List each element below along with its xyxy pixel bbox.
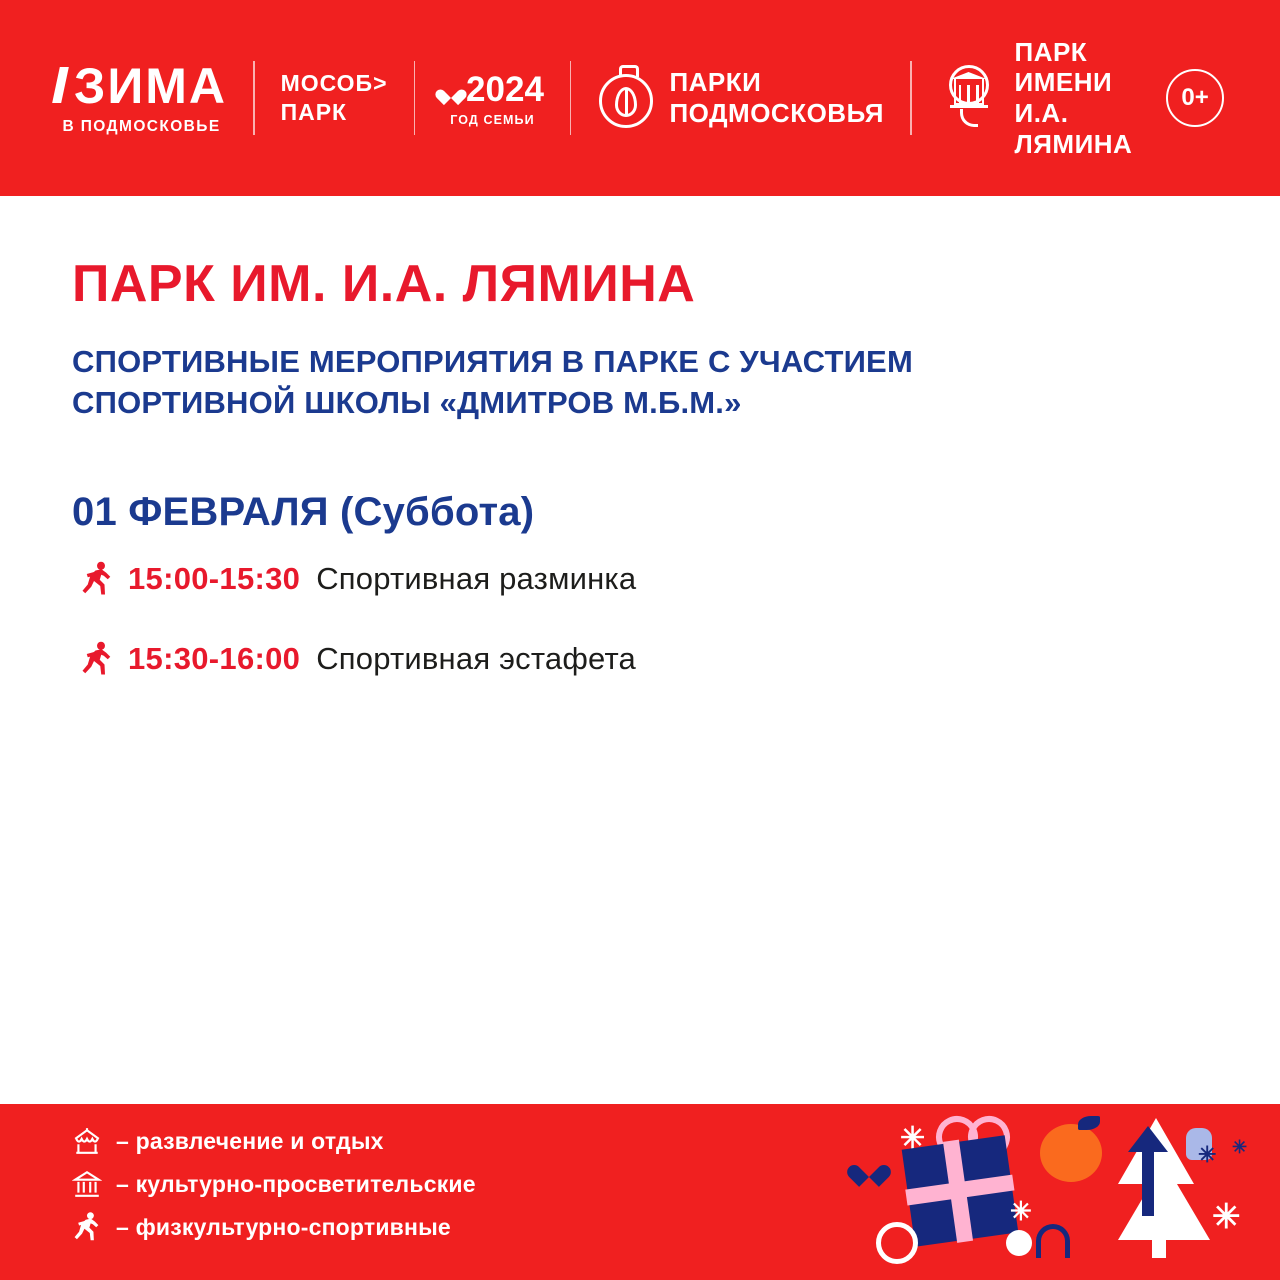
event-item [82, 641, 1208, 677]
logo-parki-text [669, 67, 884, 128]
logo-lyamin-text [1015, 37, 1167, 160]
chevron-right-icon: > [373, 70, 388, 97]
event-name: Спортивная разминка [316, 560, 637, 596]
brand-row [56, 0, 1224, 196]
age-rating-badge: 0+ [1166, 69, 1224, 127]
event-date: 01 ФЕВРАЛЯ (Суббота) [72, 489, 535, 534]
logo-zima-word: ЗИМА [56, 61, 227, 111]
runner-icon [72, 1212, 102, 1242]
runner-icon [82, 641, 112, 677]
fir-tree-trunk-icon [1152, 1232, 1166, 1258]
header-divider-2 [414, 61, 416, 135]
logo-mosobpark [281, 69, 388, 127]
logo-lyamin-line1: ПАРК ИМЕНИ [1014, 36, 1113, 98]
gift-icon [902, 1135, 1019, 1247]
carousel-icon [72, 1126, 102, 1156]
main-content [0, 196, 1280, 1104]
header-divider-1 [253, 61, 255, 135]
candy-cane-icon [1036, 1224, 1070, 1258]
logo-parki-line2: ПОДМОСКОВЬЯ [669, 98, 884, 128]
snowflake-icon: ✳ [1198, 1142, 1217, 1167]
logo-parki-podmoskovya [597, 65, 884, 131]
snowflake-icon: ✳ [1232, 1137, 1248, 1157]
year-caption: ГОД СЕМЬИ [450, 112, 535, 127]
logo-parki-line1: ПАРКИ [669, 67, 762, 98]
legend-item-entertainment [72, 1126, 476, 1156]
page-title: ПАРК ИМ. И.А. ЛЯМИНА [72, 255, 696, 313]
christmas-bauble-icon [597, 65, 655, 131]
header-divider-3 [570, 61, 572, 135]
logo-lyamin-line2: И.А. ЛЯМИНА [1014, 98, 1133, 159]
legend-label: – культурно-просветительские [116, 1170, 476, 1197]
legend-list [72, 1126, 476, 1242]
snowflake-icon: ✳ [1010, 1196, 1032, 1226]
logo-park-lyamina [938, 37, 1167, 160]
fir-tree-icon [1118, 1162, 1210, 1240]
logo-mosobpark-line1: МОСОБ [280, 70, 374, 97]
year-of-family-badge [441, 70, 544, 127]
year-top-row [441, 70, 544, 110]
header-bar [0, 0, 1280, 196]
heart-icon [855, 1156, 883, 1182]
heart-icon [441, 81, 461, 99]
orange-icon [1040, 1124, 1102, 1182]
event-time: 15:30-16:00 [128, 640, 301, 676]
bauble-icon [876, 1222, 918, 1264]
year-number: 2024 [466, 69, 544, 109]
footer-bar [0, 1104, 1280, 1280]
logo-zima-subtitle: В ПОДМОСКОВЬЕ [62, 117, 221, 135]
park-emblem-icon [938, 65, 1000, 131]
snowflake-icon: ✳ [900, 1122, 926, 1155]
event-item [82, 561, 1208, 597]
logo-mosobpark-line2: ПАРК [280, 99, 348, 125]
legend-item-cultural [72, 1169, 476, 1199]
event-name: Спортивная эстафета [316, 640, 636, 676]
page-subtitle: СПОРТИВНЫЕ МЕРОПРИЯТИЯ В ПАРКЕ С УЧАСТИЕМ СПОРТИВНОЙ ШКОЛЫ «ДМИТРОВ М.Б.М.» [72, 344, 913, 421]
orange-leaf-icon [1078, 1116, 1100, 1130]
runner-icon [82, 561, 112, 597]
logo-zima [56, 57, 228, 136]
legend-item-sport [72, 1212, 476, 1242]
legend-label: – физкультурно-спортивные [116, 1213, 451, 1240]
arrow-up-head-icon [1128, 1126, 1168, 1152]
header-divider-4 [910, 61, 912, 135]
legend-label: – развлечение и отдых [116, 1127, 384, 1154]
museum-icon [72, 1169, 102, 1199]
event-time: 15:00-15:30 [128, 560, 301, 596]
snowflake-icon: ✳ [1212, 1198, 1241, 1236]
bauble-icon [1006, 1230, 1032, 1256]
